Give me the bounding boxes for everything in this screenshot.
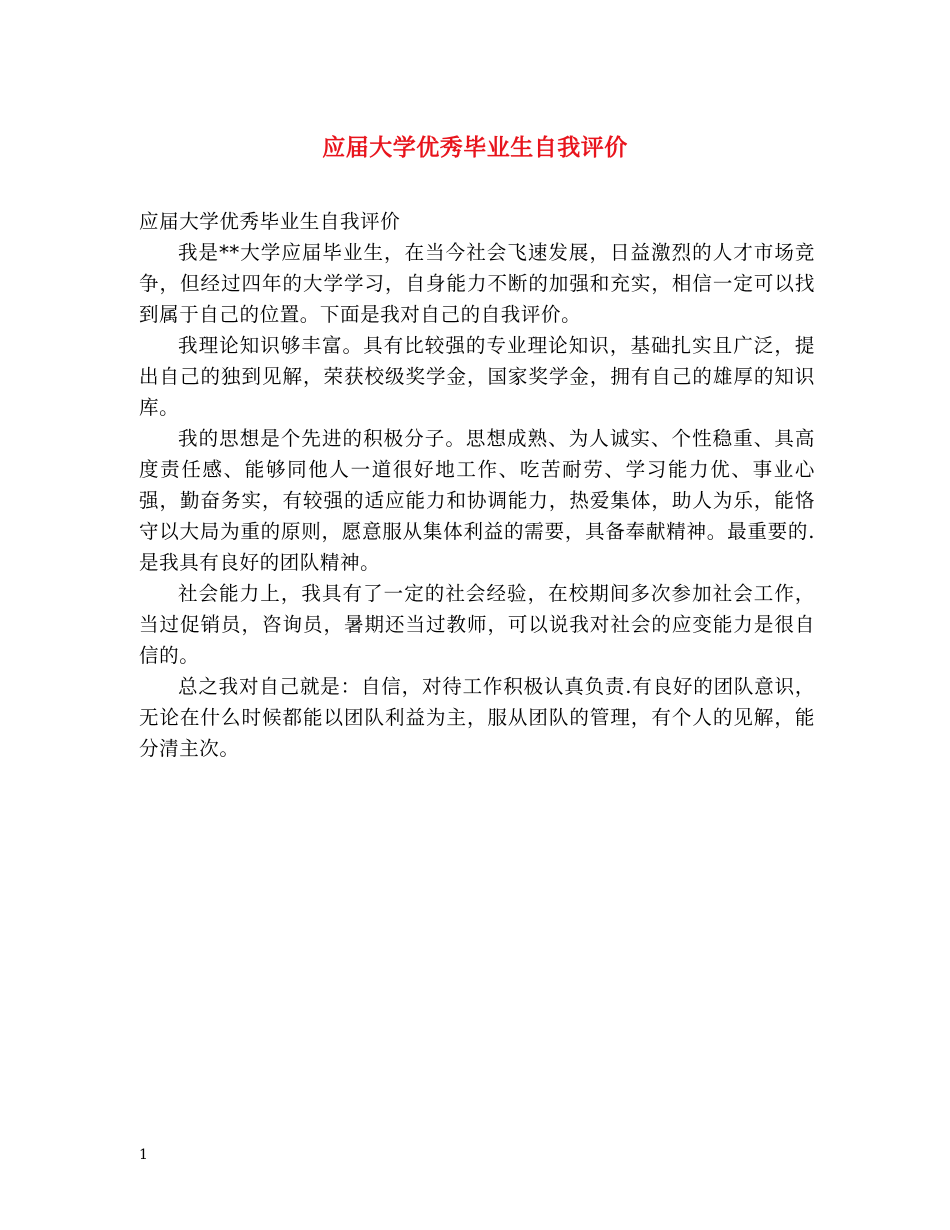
paragraph-social-ability: 社会能力上，我具有了一定的社会经验，在校期间多次参加社会工作，当过促销员，咨询员，暑期还当过教师，可以说我对社会的应变能力是很自信的。 (139, 582, 815, 667)
document-title: 应届大学优秀毕业生自我评价 (322, 134, 628, 161)
paragraph-summary: 总之我对自己就是：自信，对待工作积极认真负责.有良好的团队意识，无论在什么时候都能以团队利益为主，服从团队的管理，有个人的见解，能分清主次。 (139, 675, 815, 760)
page-number: 1 (139, 1147, 148, 1163)
document-subtitle: 应届大学优秀毕业生自我评价 (139, 210, 401, 233)
paragraph-intro: 我是**大学应届毕业生，在当今社会飞速发展，日益激烈的人才市场竞争，但经过四年的大学学习，自身能力不断的加强和充实，相信一定可以找到属于自己的位置。下面是我对自己的自我评价。 (139, 241, 815, 326)
paragraph-thinking: 我的思想是个先进的积极分子。思想成熟、为人诚实、个性稳重、具高度责任感、能够同他人一道很好地工作、吃苦耐劳、学习能力优、事业心强，勤奋务实，有较强的适应能力和协调能力，热爱集体，助人为乐，能恪守以大局为重的原则，愿意服从集体利益的需要，具备奉献精神。最重要的.是我具有良好的团队精神。 (139, 427, 815, 574)
paragraph-theory-knowledge: 我理论知识够丰富。具有比较强的专业理论知识，基础扎实且广泛，提出自己的独到见解，荣获校级奖学金，国家奖学金，拥有自己的雄厚的知识库。 (139, 334, 815, 419)
document-body (139, 206, 815, 764)
